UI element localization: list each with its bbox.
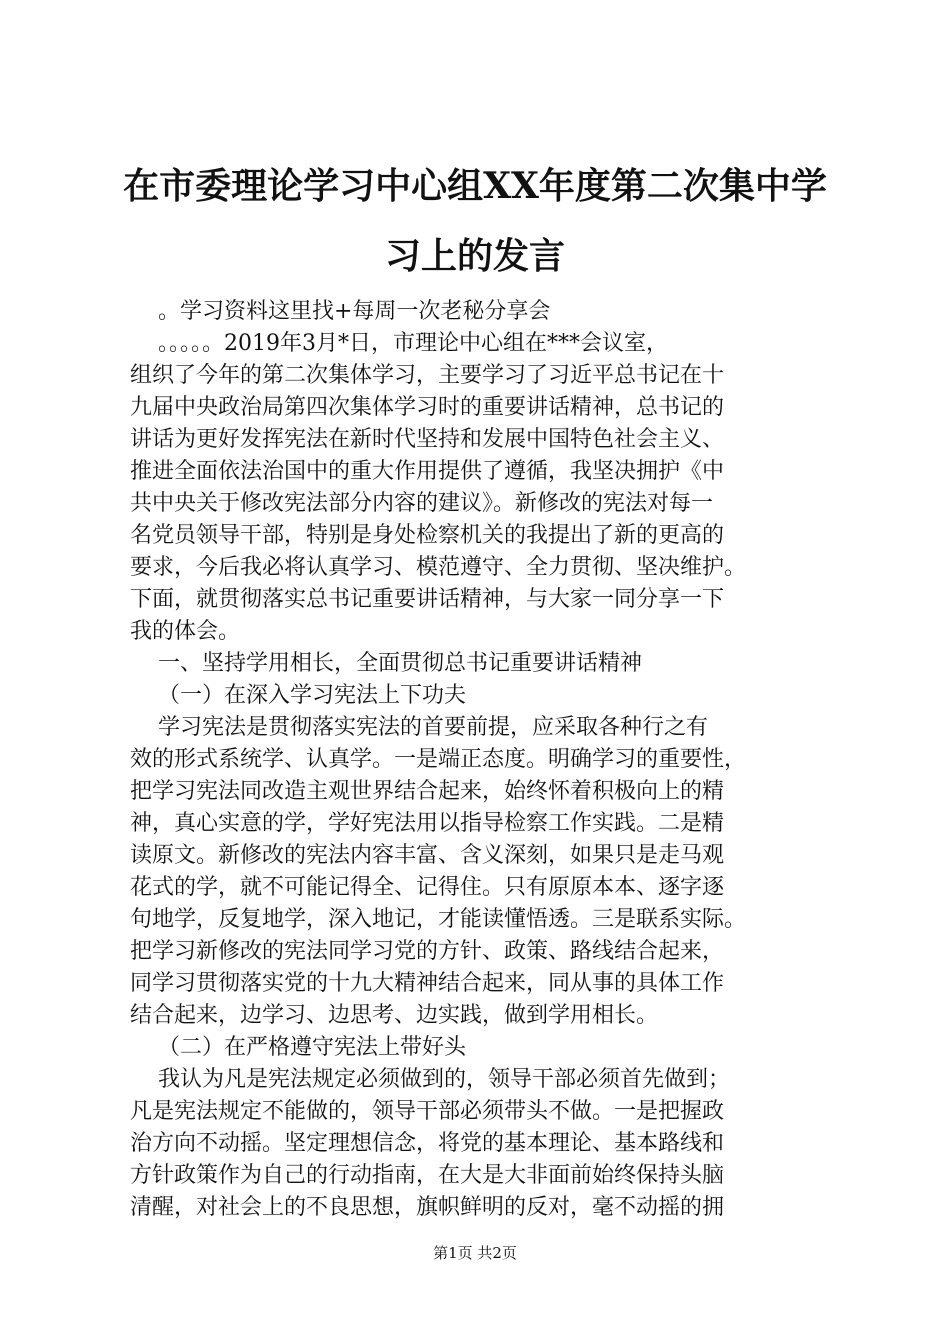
body-line: 。。。。。2019年3月*日，市理论中心组在***会议室， xyxy=(130,331,668,356)
body-line: 把学习宪法同改造主观世界结合起来，始终怀着积极向上的精 xyxy=(130,779,725,804)
body-line: 把学习新修改的宪法同学习党的方针、政策、路线结合起来， xyxy=(130,939,725,964)
body-line: 九届中央政治局第四次集体学习时的重要讲话精神，总书记的 xyxy=(130,395,725,420)
body-line: 我的体会。 xyxy=(130,619,241,644)
body-line: （一）在深入学习宪法上下功夫 xyxy=(130,683,466,708)
body-line: 要求，今后我必将认真学习、模范遵守、全力贯彻、坚决维护。 xyxy=(130,555,747,580)
page-footer: 第1页 共2页 xyxy=(433,1244,517,1262)
document-body xyxy=(130,296,830,1224)
document-title-line-1: 在市委理论学习中心组XX年度第二次集中学 xyxy=(123,165,827,207)
body-line: 凡是宪法规定不能做的，领导干部必须带头不做。一是把握政 xyxy=(130,1099,725,1124)
body-line: （二）在严格遵守宪法上带好头 xyxy=(130,1035,466,1060)
body-line: 一、坚持学用相长，全面贯彻总书记重要讲话精神 xyxy=(130,651,642,676)
body-line: 清醒，对社会上的不良思想，旗帜鲜明的反对，毫不动摇的拥 xyxy=(130,1195,725,1220)
body-line: 句地学，反复地学，深入地记，才能读懂悟透。三是联系实际。 xyxy=(130,907,747,932)
body-line: 同学习贯彻落实党的十九大精神结合起来，同从事的具体工作 xyxy=(130,971,725,996)
body-line: 下面，就贯彻落实总书记重要讲话精神，与大家一同分享一下 xyxy=(130,587,725,612)
body-line: 方针政策作为自己的行动指南，在大是大非面前始终保持头脑 xyxy=(130,1163,725,1188)
body-line: 共中央关于修改宪法部分内容的建议》。新修改的宪法对每一 xyxy=(130,491,714,516)
body-line: 结合起来，边学习、边思考、边实践，做到学用相长。 xyxy=(130,1003,659,1028)
body-line: 神，真心实意的学，学好宪法用以指导检察工作实践。二是精 xyxy=(130,811,725,836)
document-title-line-2: 习上的发言 xyxy=(384,235,565,277)
body-line: 花式的学，就不可能记得全、记得住。只有原原本本、逐字逐 xyxy=(130,875,725,900)
body-line: 组织了今年的第二次集体学习，主要学习了习近平总书记在十 xyxy=(130,363,725,388)
body-line: 我认为凡是宪法规定必须做到的，领导干部必须首先做到； xyxy=(130,1067,730,1092)
body-line: 名党员领导干部，特别是身处检察机关的我提出了新的更高的 xyxy=(130,523,725,548)
body-line: 治方向不动摇。坚定理想信念，将党的基本理论、基本路线和 xyxy=(130,1131,725,1156)
body-line: 读原文。新修改的宪法内容丰富、含义深刻，如果只是走马观 xyxy=(130,843,725,868)
body-line: 学习宪法是贯彻落实宪法的首要前提，应采取各种行之有 xyxy=(130,715,708,740)
body-line: 推进全面依法治国中的重大作用提供了遵循，我坚决拥护《中 xyxy=(130,459,725,484)
body-line: 。学习资料这里找+每周一次老秘分享会 xyxy=(130,299,551,324)
body-line: 讲话为更好发挥宪法在新时代坚持和发展中国特色社会主义、 xyxy=(130,427,725,452)
body-line: 效的形式系统学、认真学。一是端正态度。明确学习的重要性， xyxy=(130,747,747,772)
